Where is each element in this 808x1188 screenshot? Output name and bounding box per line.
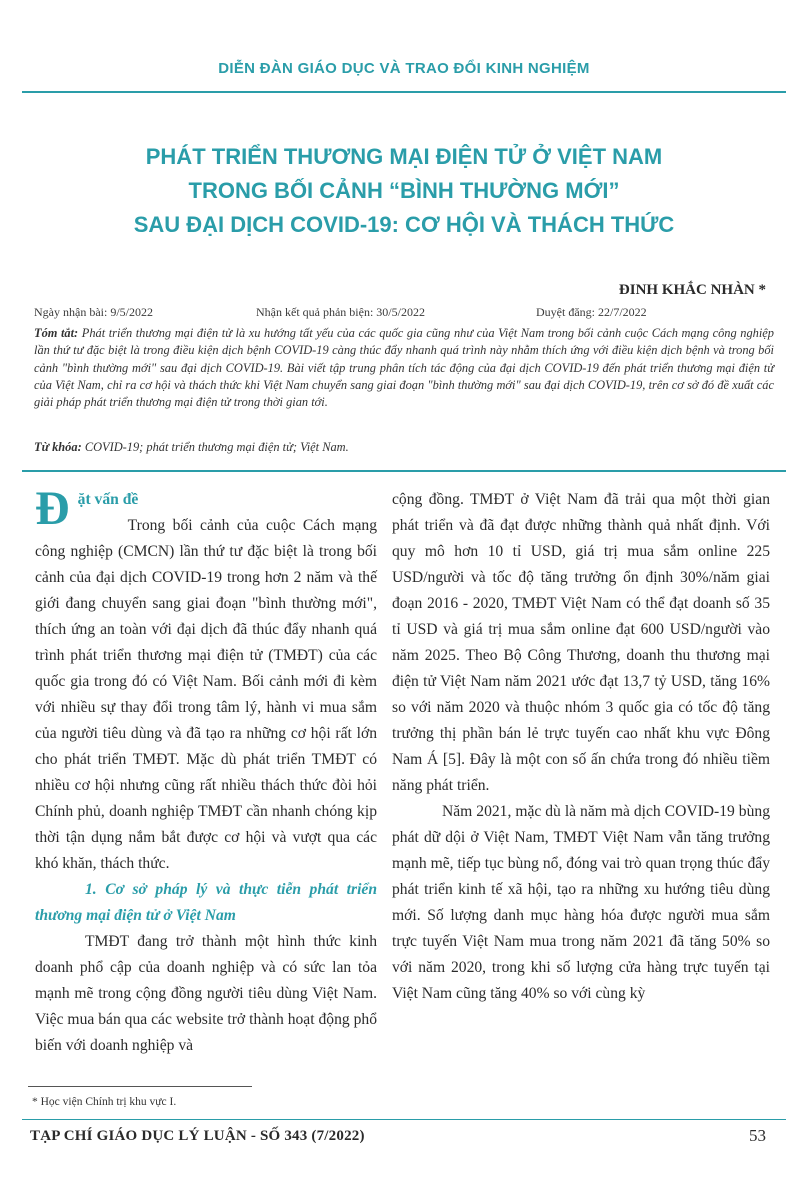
title-line-1: PHÁT TRIỂN THƯƠNG MẠI ĐIỆN TỬ Ở VIỆT NAM	[145, 144, 663, 169]
header-divider	[22, 91, 786, 93]
abstract-text: Phát triển thương mại điện tử là xu hướng tất yếu của các quốc gia cũng như của Việt Nam trong bối cảnh cuộc Cách mạng công nghiệp lần thứ tư đặc biệt là trong điều kiện dịch bệnh COVID-19 càng thúc đẩy nhanh quá trình này nhằm thích ứng với điều kiện dịch bệnh và trong bối cảnh "bình thường mới" sau đại dịch COVID-19. Bài viết tập trung phân tích tác động của đại dịch COVID-19 đến phát triển thương mại điện tử của Việt Nam, chỉ ra cơ hội và thách thức khi Việt Nam chuyển sang giai đoạn "bình thường mới" sau đại dịch COVID-19, trên cơ sở đó đề xuất các giải pháp phát triển thương mại điện tử trong thời gian tới.	[34, 326, 774, 410]
keywords	[34, 440, 774, 455]
section-1-heading: 1. Cơ sở pháp lý và thực tiễn phát triển thương mại điện tử ở Việt Nam	[35, 881, 377, 924]
keywords-text: COVID-19; phát triển thương mại điện tử; Việt Nam.	[84, 440, 349, 454]
author-name: ĐINH KHẮC NHÀN *	[618, 282, 766, 298]
footnote: * Học viện Chính trị khu vực I.	[32, 1096, 177, 1108]
reviewed-date: Nhận kết quả phản biện: 30/5/2022	[256, 305, 425, 319]
title-line-2: TRONG BỐI CẢNH “BÌNH THƯỜNG MỚI”	[188, 178, 620, 203]
left-column	[35, 482, 377, 1059]
right-paragraph-2: Năm 2021, mặc dù là năm mà dịch COVID-19 bùng phát dữ dội ở Việt Nam, TMĐT Việt Nam vẫn tăng trưởng mạnh mẽ, tiếp tục bùng nổ, đóng vai trò quan trọng thúc đẩy phát triển kinh tế xã hội, tạo ra những xu hướng tiêu dùng mới. Số lượng danh mục hàng hóa được người mua sắm trực tuyến Việt Nam mua trong năm 2021 đã tăng 50% so với năm 2020, trong khi số lượng cửa hàng trực tuyến tại Việt Nam cũng tăng 40% so với cùng kỳ	[392, 803, 770, 1002]
right-column	[392, 487, 770, 1007]
title-line-3: SAU ĐẠI DỊCH COVID-19: CƠ HỘI VÀ THÁCH THỨC	[133, 212, 675, 237]
intro-heading	[35, 482, 377, 535]
right-paragraph-1: cộng đồng. TMĐT ở Việt Nam đã trải qua một thời gian phát triển và đã đạt được những thành quả nhất định. Với quy mô hơn 10 tỉ USD, giá trị mua sắm online 225 USD/người và tốc độ tăng trưởng ổn định 30%/năm giai đoạn 2016 - 2020, TMĐT Việt Nam có thể đạt doanh số 35 tỉ USD và giá trị mua sắm online đạt 600 USD/người vào năm 2025. Theo Bộ Công Thương, doanh thu thương mại điện tử Việt Nam năm 2021 ước đạt 13,7 tỷ USD, tăng 16% so với năm 2020 và thuộc nhóm 3 quốc gia có tốc độ tăng trưởng thị phần bán lẻ trực tuyến cao nhất khu vực Đông Nam Á [5]. Đây là một con số ấn chứa trong đó nhiều tiềm năng phát triển.	[392, 491, 770, 794]
received-date: Ngày nhận bài: 9/5/2022	[34, 305, 153, 319]
intro-paragraph: Trong bối cảnh của cuộc Cách mạng công nghiệp (CMCN) lần thứ tư đặc biệt là trong bối cảnh của đại dịch COVID-19 trong hơn 2 năm và thế giới đang chuyển sang giai đoạn "bình thường mới", thích ứng an toàn với đại dịch đã thúc đẩy nhanh quá trình phát triển thương mại điện tử (TMĐT) của các quốc gia trong đó có Việt Nam. Bối cảnh mới đi kèm với nhiều sự thay đổi trong tâm lý, hành vi mua sắm của người tiêu dùng và đã tạo ra những cơ hội rất lớn cho phát triển TMĐT. Mặc dù phát triển TMĐT có nhiều cơ hội nhưng cũng rất nhiều thách thức đòi hỏi Chính phủ, doanh nghiệp TMĐT cần nhanh chóng kịp thời tận dụng nắm bắt được cơ hội và vượt qua các khó khăn, thách thức.	[35, 517, 377, 872]
abstract	[34, 325, 774, 411]
footer-divider	[22, 1119, 786, 1120]
page-number: 53	[749, 1126, 766, 1145]
keywords-label: Từ khóa:	[34, 440, 82, 454]
footer-journal-name: TẠP CHÍ GIÁO DỤC LÝ LUẬN - SỐ 343 (7/2022)	[30, 1128, 365, 1144]
drop-cap: Đ	[35, 482, 70, 535]
abstract-label: Tóm tắt:	[34, 326, 79, 340]
article-title	[40, 140, 768, 242]
approved-date: Duyệt đăng: 22/7/2022	[536, 305, 647, 319]
section-header: DIỄN ĐÀN GIÁO DỤC VÀ TRAO ĐỔI KINH NGHIỆM	[218, 60, 590, 77]
intro-title: ặt vấn đề	[77, 491, 139, 508]
footnote-divider	[28, 1086, 252, 1087]
section-1-paragraph: TMĐT đang trở thành một hình thức kinh doanh phổ cập của doanh nghiệp và có sức lan tỏa mạnh mẽ trong cộng đồng người tiêu dùng Việt Nam. Việc mua bán qua các website trở thành hoạt động phổ biến với doanh nghiệp và	[35, 933, 377, 1054]
abstract-divider	[22, 470, 786, 472]
